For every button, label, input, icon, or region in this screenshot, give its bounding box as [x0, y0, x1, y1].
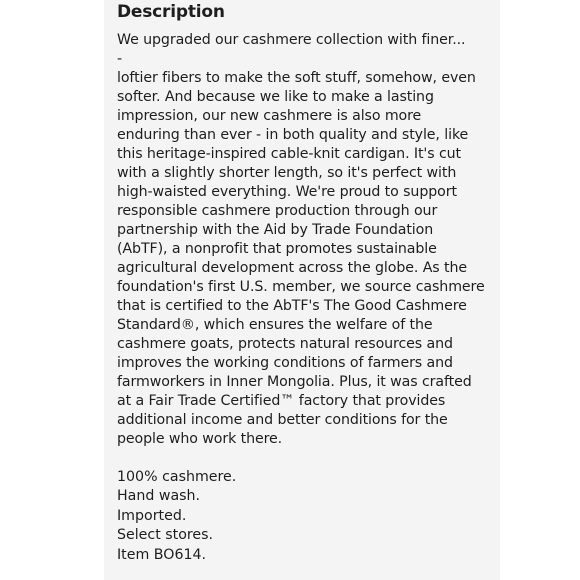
description-heading: Description [117, 2, 225, 22]
description-intro: We upgraded our cashmere collection with finer... [117, 32, 466, 48]
description-section [117, 0, 485, 565]
spec-availability: Select stores. [117, 527, 214, 544]
description-separator: - [117, 51, 123, 67]
product-specs-list [117, 468, 485, 565]
spec-care: Hand wash. [117, 488, 201, 505]
spec-material: 100% cashmere. [117, 469, 237, 485]
spec-item-number: Item BO614. [117, 546, 207, 563]
description-body: loftier fibers to make the soft stuff, somehow, even softer. And because we like to make a lasting impression, our new cashmere is also more enduring than ever - in both quality and style, like this heritage-inspired cable-knit cardigan. It's cut with a slightly shorter length, so it's perfect with high-waisted everything. We're proud to support responsible cashmere production through our partnership with the Aid by Trade Foundation (AbTF), a nonprofit that promotes sustainable agricultural development across the globe. As the foundation's first U.S. member, we source cashmere that is certified to the AbTF's The Good Cashmere Standard®, which ensures the welfare of the cashmere goats, protects natural resources and improves the working conditions of farmers and farmworkers in Inner Mongolia. Plus, it was crafted at a Fair Trade Certified™ factory that provides additional income and better conditions for the people who work there. [117, 70, 485, 447]
spec-origin: Imported. [117, 507, 187, 524]
